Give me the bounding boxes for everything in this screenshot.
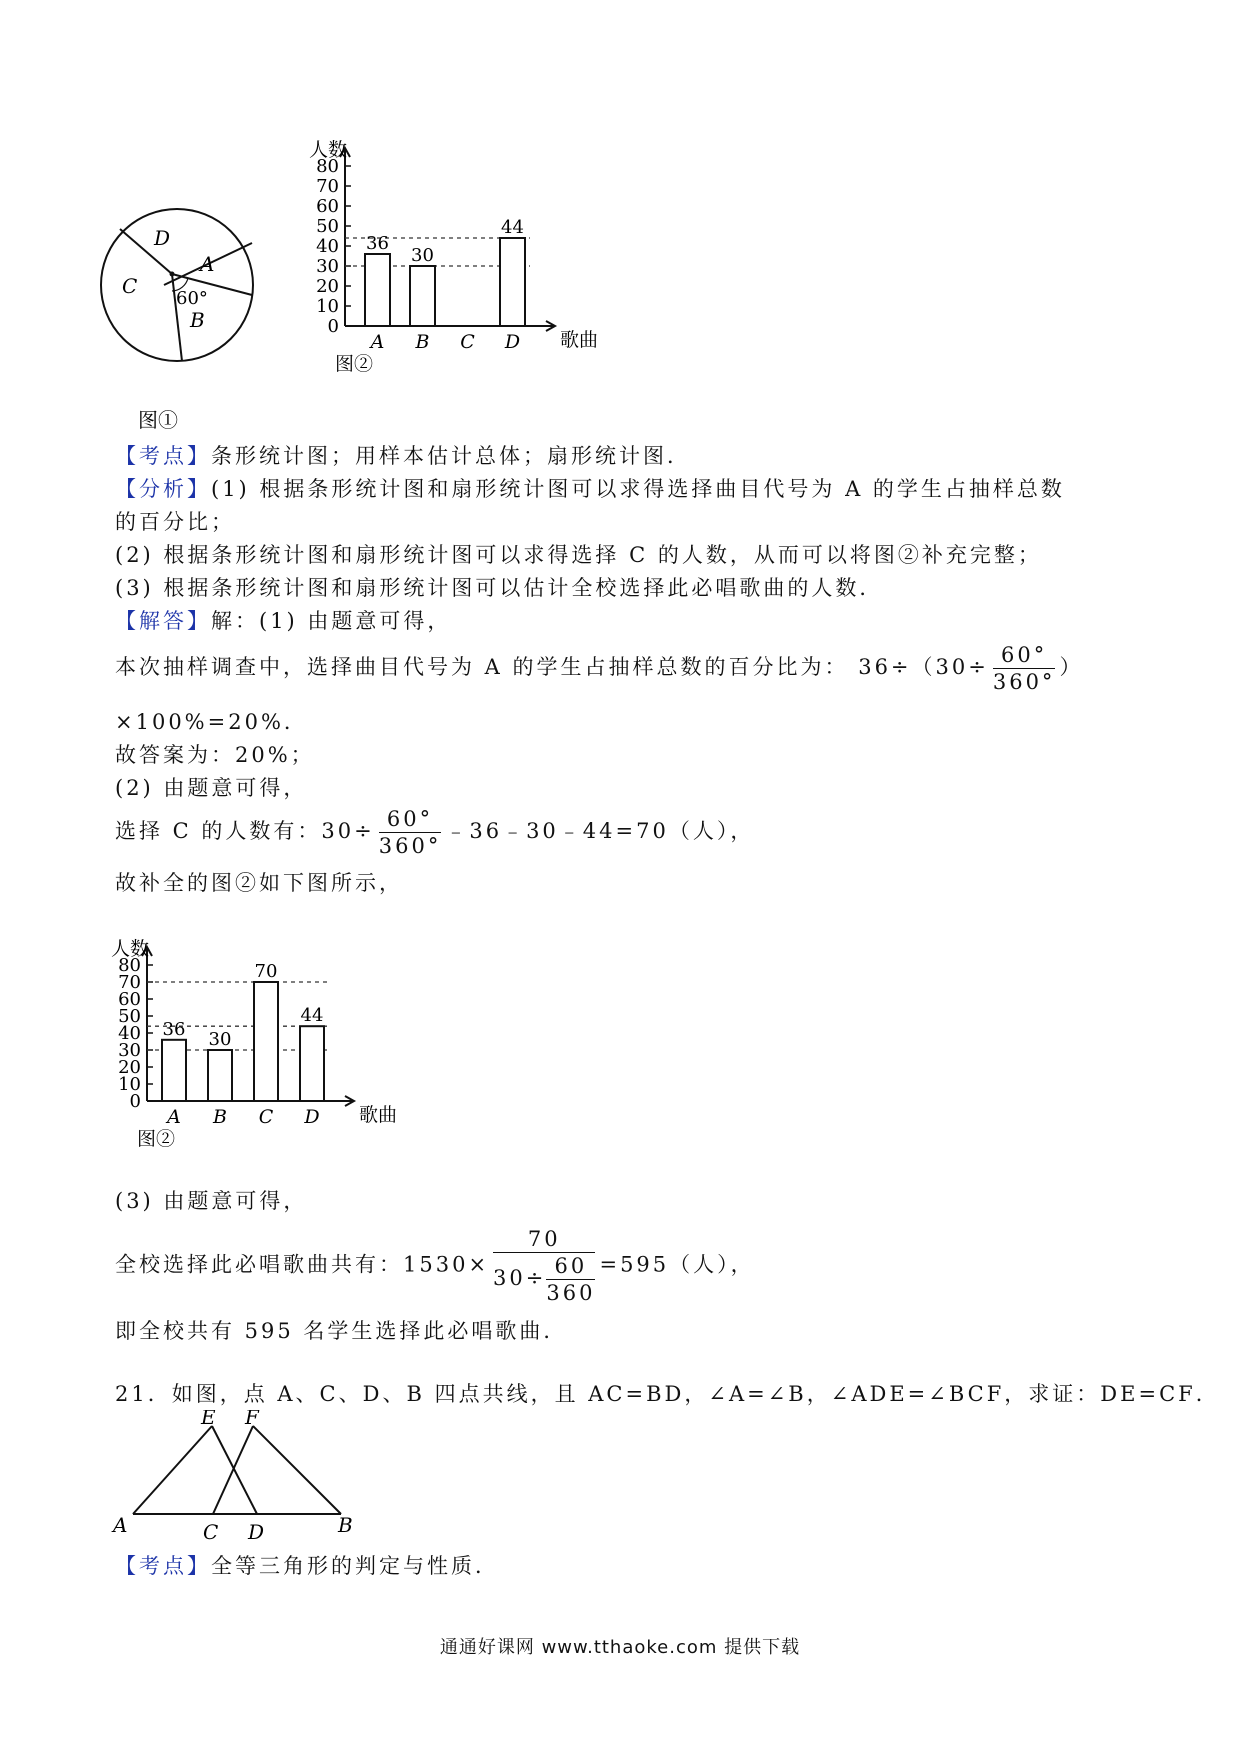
category-label: B	[213, 1106, 227, 1128]
bar	[162, 1040, 186, 1101]
kaodian-line	[115, 440, 691, 470]
bar-value-label: 70	[254, 961, 278, 982]
category-label: D	[504, 331, 521, 353]
label-b: B	[338, 1513, 353, 1537]
kaodian2-line	[115, 1550, 499, 1580]
bar-value-label: 30	[208, 1029, 232, 1050]
jieda-line	[115, 605, 451, 635]
bar-value-label: 36	[162, 1018, 186, 1040]
chart-caption: 图②	[137, 1128, 176, 1150]
y-tick-label: 40	[118, 1023, 141, 1044]
fenxi-line-1b: 的百分比；	[115, 510, 235, 534]
y-tick-label: 60	[118, 989, 141, 1010]
bar-chart-2	[105, 905, 425, 1170]
step3-post: =595（人），	[599, 1252, 755, 1277]
y-axis-label: 人数	[111, 938, 150, 960]
y-axis-label: 人数	[309, 140, 348, 161]
step3-text: 全校选择此必唱歌曲共有：1530×	[115, 1252, 490, 1277]
category-label: A	[370, 331, 385, 353]
y-tick-label: 70	[316, 176, 339, 197]
category-label: C	[460, 331, 475, 353]
bar-value-label: 36	[366, 233, 389, 254]
bar	[500, 238, 525, 326]
category-label: C	[258, 1106, 274, 1128]
y-tick-label: 50	[316, 216, 339, 237]
jieda-text: 解：(1) 由题意可得，	[211, 609, 452, 633]
y-tick-label: 30	[316, 256, 339, 277]
pie-label-a: A	[200, 252, 215, 276]
pie-chart	[100, 205, 260, 430]
pie-caption: 图①	[138, 408, 178, 430]
kaodian-tag: 【考点】	[115, 444, 211, 468]
bar	[254, 982, 278, 1101]
y-tick-label: 80	[316, 156, 339, 177]
step2-line	[115, 806, 754, 859]
y-tick-label: 80	[118, 955, 141, 976]
step1-fraction	[993, 642, 1056, 695]
step2-num: 60°	[379, 806, 442, 833]
label-a: A	[113, 1513, 128, 1537]
bar	[410, 266, 435, 326]
label-f: F	[245, 1410, 259, 1429]
pie-angle-label: 60°	[176, 288, 208, 309]
pie-label-c: C	[122, 274, 138, 298]
bar	[208, 1050, 232, 1101]
step1-post: ）	[1059, 655, 1084, 679]
step3-b-line: 即全校共有 595 名学生选择此必唱歌曲．	[115, 1319, 568, 1343]
y-tick-label: 0	[327, 316, 339, 337]
kaodian2-text: 全等三角形的判定与性质．	[211, 1554, 499, 1578]
bar-chart-1	[300, 140, 610, 410]
step3-den	[493, 1253, 595, 1306]
label-d: D	[248, 1520, 265, 1544]
step2-text: 选择 C 的人数有：30÷	[115, 819, 375, 843]
y-tick-label: 10	[316, 296, 339, 317]
category-label: D	[304, 1106, 320, 1128]
bar	[300, 1026, 324, 1101]
y-tick-label: 70	[118, 972, 141, 993]
answer1-line: 故答案为：20%；	[115, 743, 315, 767]
step2-b-line: 故补全的图②如下图所示，	[115, 871, 403, 895]
y-tick-label: 20	[316, 276, 339, 297]
step3-inner-fraction	[546, 1253, 595, 1306]
bar-value-label: 30	[411, 245, 434, 266]
step3-den-num: 60	[546, 1253, 595, 1280]
question-21: 21．如图，点 A、C、D、B 四点共线，且 AC=BD，∠A=∠B，∠ADE=∠BCF，求证：DE=CF．	[115, 1382, 1220, 1406]
category-label: A	[167, 1106, 181, 1128]
jieda-tag: 【解答】	[115, 609, 211, 633]
bar-value-label: 44	[501, 217, 524, 238]
step3-den-pre: 30÷	[493, 1266, 547, 1290]
bar	[365, 254, 390, 326]
y-tick-label: 20	[118, 1057, 141, 1078]
step3-num: 70	[493, 1226, 595, 1253]
y-tick-label: 10	[118, 1074, 141, 1095]
kaodian-text: 条形统计图；用样本估计总体；扇形统计图．	[211, 444, 691, 468]
step3-den-den: 360	[546, 1281, 596, 1305]
fenxi-line-2: (2) 根据条形统计图和扇形统计图可以求得选择 C 的人数，从而可以将图②补充完整；	[115, 543, 1042, 567]
step1-den: 360°	[992, 670, 1056, 694]
step1-pre: 36÷（30÷	[858, 655, 989, 679]
x-axis-label: 歌曲	[359, 1104, 398, 1126]
y-tick-label: 40	[316, 236, 339, 257]
step1-line	[115, 642, 1083, 695]
step3-line	[115, 1226, 755, 1306]
pie-label-b: B	[190, 308, 205, 332]
chart-caption: 图②	[335, 353, 374, 375]
pie-label-d: D	[154, 226, 171, 250]
step1-num: 60°	[993, 642, 1056, 669]
y-tick-label: 60	[316, 196, 339, 217]
triangle-figure	[105, 1410, 365, 1545]
fenxi-line-1	[115, 473, 1065, 503]
y-tick-label: 30	[118, 1040, 141, 1061]
step2-fraction	[379, 806, 442, 859]
step1-b-line: ×100%=20%．	[115, 710, 308, 734]
label-e: E	[201, 1410, 216, 1429]
part3-line: (3) 由题意可得，	[115, 1189, 308, 1213]
label-c: C	[203, 1520, 219, 1544]
step2-post: ﹣36﹣30﹣44=70（人），	[445, 819, 755, 843]
fenxi-text-1a: (1) 根据条形统计图和扇形统计图可以求得选择曲目代号为 A 的学生占抽样总数	[211, 477, 1065, 501]
step1-text: 本次抽样调查中，选择曲目代号为 A 的学生占抽样总数的百分比为：	[115, 655, 849, 679]
x-axis-label: 歌曲	[560, 329, 599, 351]
y-tick-label: 0	[129, 1091, 141, 1112]
kaodian2-tag: 【考点】	[115, 1554, 211, 1578]
part2-line: (2) 由题意可得，	[115, 776, 308, 800]
fenxi-line-3: (3) 根据条形统计图和扇形统计图可以估计全校选择此必唱歌曲的人数．	[115, 576, 884, 600]
y-tick-label: 50	[118, 1006, 141, 1027]
footer: 通通好课网 www.tthaoke.com 提供下载	[439, 1637, 801, 1658]
step2-den: 360°	[378, 834, 442, 858]
fenxi-tag: 【分析】	[115, 477, 211, 501]
category-label: B	[415, 331, 430, 353]
bar-value-label: 44	[300, 1005, 324, 1027]
step3-fraction	[493, 1226, 595, 1306]
